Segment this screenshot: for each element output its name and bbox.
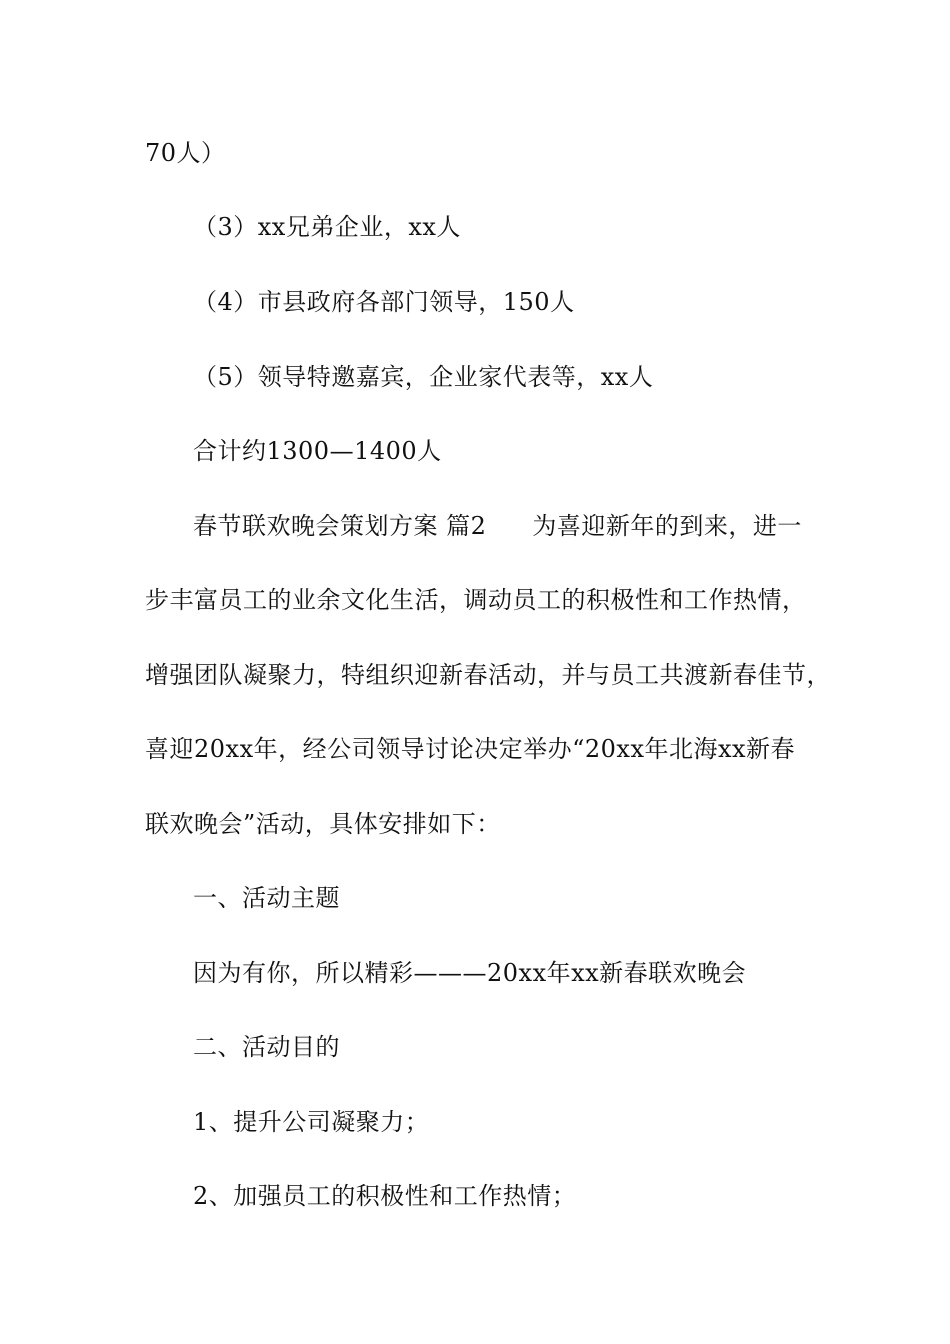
- text-line: （4）市县政府各部门领导，150人: [193, 288, 575, 316]
- text-line: 因为有你，所以精彩———20xx年xx新春联欢晚会: [193, 959, 747, 987]
- heading-activity-theme: 一、活动主题: [193, 884, 340, 912]
- text-line: 联欢晚会”活动，具体安排如下：: [145, 810, 501, 838]
- heading-activity-purpose: 二、活动目的: [193, 1033, 340, 1061]
- text-line: （3）xx兄弟企业，xx人: [193, 213, 461, 241]
- list-item: 2、加强员工的积极性和工作热情；: [193, 1182, 577, 1210]
- text-line: 合计约1300—1400人: [193, 437, 442, 465]
- text-line: 步丰富员工的业余文化生活，调动员工的积极性和工作热情，: [145, 586, 807, 614]
- list-item: 1、提升公司凝聚力；: [193, 1108, 430, 1136]
- text-line: 增强团队凝聚力，特组织迎新春活动，并与员工共渡新春佳节，: [145, 661, 831, 689]
- section-heading: 春节联欢晚会策划方案 篇2: [193, 512, 487, 540]
- text-line: 为喜迎新年的到来，进一: [532, 512, 802, 540]
- text-line: 70人）: [145, 139, 226, 167]
- text-line: 喜迎20xx年，经公司领导讨论决定举办“20xx年北海xx新春: [145, 735, 796, 763]
- section-heading-line: [193, 511, 802, 541]
- text-line: （5）领导特邀嘉宾，企业家代表等，xx人: [193, 363, 654, 391]
